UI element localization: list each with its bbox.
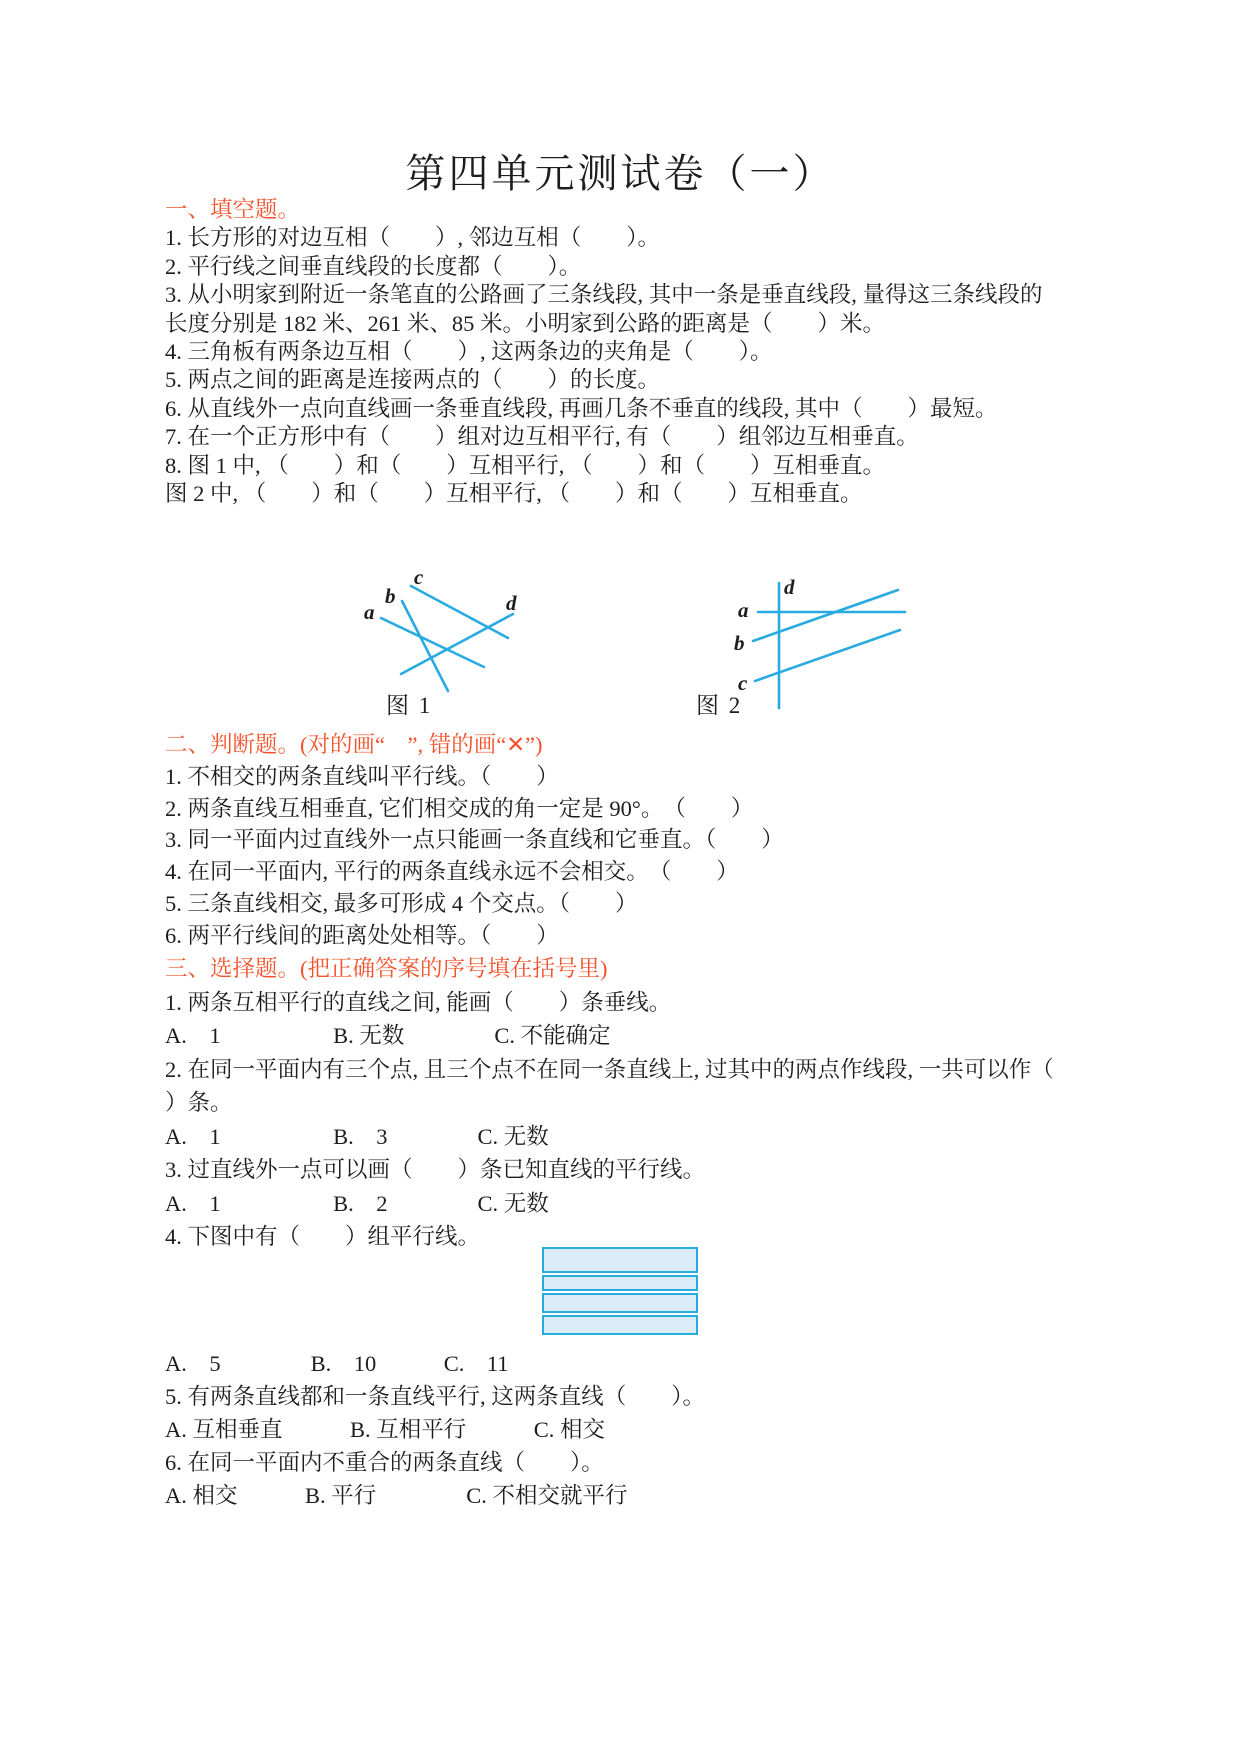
question-line: 长度分别是 182 米、261 米、85 米。小明家到公路的距离是（ ）米。 — [165, 310, 886, 336]
options-line: A. 5 B. 10 C. 11 — [165, 1351, 509, 1376]
section-fill-in-blanks — [165, 196, 1080, 508]
section-multiple-choice — [165, 952, 1080, 1254]
section1-heading: 一、填空题。 — [165, 197, 301, 222]
question-line: 5. 三条直线相交, 最多可形成 4 个交点。（ ） — [165, 890, 638, 916]
figure1-label-b: b — [385, 584, 396, 608]
question-line: 图 2 中, （ ）和（ ）互相平行, （ ）和（ ）互相垂直。 — [165, 480, 863, 506]
figure1-label-d: d — [506, 591, 517, 615]
section-multiple-choice-continued — [165, 1347, 1080, 1512]
figure2-label-b: b — [734, 631, 745, 655]
strip-row — [542, 1315, 698, 1335]
section3-heading: 三、选择题。(把正确答案的序号填在括号里) — [165, 956, 608, 981]
question-line: 3. 过直线外一点可以画（ ）条已知直线的平行线。 — [165, 1157, 706, 1182]
options-line: A. 1 B. 2 C. 无数 — [165, 1190, 549, 1216]
figure1-caption: 图 1 — [386, 693, 433, 718]
figure2-label-d: d — [784, 575, 795, 599]
page-title: 第四单元测试卷（一） — [405, 151, 836, 196]
question-line: 3. 从小明家到附近一条笔直的公路画了三条线段, 其中一条是垂直线段, 量得这三条线段的 — [165, 282, 1043, 308]
question-line: 6. 在同一平面内不重合的两条直线（ ）。 — [165, 1450, 604, 1475]
strip-row — [542, 1293, 698, 1313]
section2-heading: 二、判断题。(对的画“ ”, 错的画“✕”) — [165, 732, 543, 757]
figure2-line-b — [753, 590, 898, 641]
strip-row — [542, 1247, 698, 1273]
question-line: ）条。 — [165, 1090, 233, 1115]
question-line: 1. 不相交的两条直线叫平行线。（ ） — [165, 763, 559, 789]
question-line: 2. 两条直线互相垂直, 它们相交成的角一定是 90°。 （ ） — [165, 795, 754, 821]
question-line: 4. 三角板有两条边互相（ ）, 这两条边的夹角是（ ）。 — [165, 338, 773, 364]
question-line: 1. 长方形的对边互相（ ）, 邻边互相（ ）。 — [165, 225, 661, 251]
options-line: A. 1 B. 无数 C. 不能确定 — [165, 1023, 611, 1048]
options-line: A. 相交 B. 平行 C. 不相交就平行 — [165, 1483, 628, 1508]
options-line: A. 1 B. 3 C. 无数 — [165, 1123, 549, 1149]
question-line: 4. 下图中有（ ）组平行线。 — [165, 1224, 481, 1249]
question-line: 2. 在同一平面内有三个点, 且三个点不在同一条直线上, 过其中的两点作线段, 一共可以作（ — [165, 1056, 1054, 1082]
figure1-label-a: a — [364, 600, 375, 624]
section-true-false — [165, 729, 1080, 952]
question-line: 2. 平行线之间垂直线段的长度都（ ）。 — [165, 253, 582, 279]
question-line: 6. 两平行线间的距离处处相等。（ ） — [165, 922, 559, 948]
question-line: 3. 同一平面内过直线外一点只能画一条直线和它垂直。（ ） — [165, 827, 784, 853]
figure2-lines-diagram — [700, 515, 915, 715]
parallel-lines-strips-figure — [542, 1247, 698, 1335]
figure1-line-d — [401, 614, 513, 674]
question-line: 4. 在同一平面内, 平行的两条直线永远不会相交。 （ ） — [165, 859, 739, 885]
question-line: 8. 图 1 中, （ ）和（ ）互相平行, （ ）和（ ）互相垂直。 — [165, 452, 886, 478]
question-line: 5. 有两条直线都和一条直线平行, 这两条直线（ ）。 — [165, 1384, 706, 1409]
question-line: 7. 在一个正方形中有（ ）组对边互相平行, 有（ ）组邻边互相垂直。 — [165, 424, 919, 450]
strip-row — [542, 1275, 698, 1291]
figure2-label-c: c — [738, 671, 748, 695]
question-line: 1. 两条互相平行的直线之间, 能画（ ）条垂线。 — [165, 989, 672, 1015]
figure2-label-a: a — [738, 598, 749, 622]
options-line: A. 互相垂直 B. 互相平行 C. 相交 — [165, 1417, 606, 1442]
question-line: 5. 两点之间的距离是连接两点的（ ）的长度。 — [165, 367, 661, 393]
figure1-line-c — [411, 586, 508, 638]
figure2-line-c — [755, 630, 900, 681]
question-line: 6. 从直线外一点向直线画一条垂直线段, 再画几条不垂直的线段, 其中（ ）最短。 — [165, 395, 998, 421]
figure2-caption: 图 2 — [696, 693, 743, 718]
figure1-label-c: c — [414, 565, 424, 589]
figure1-lines-diagram — [330, 515, 570, 715]
